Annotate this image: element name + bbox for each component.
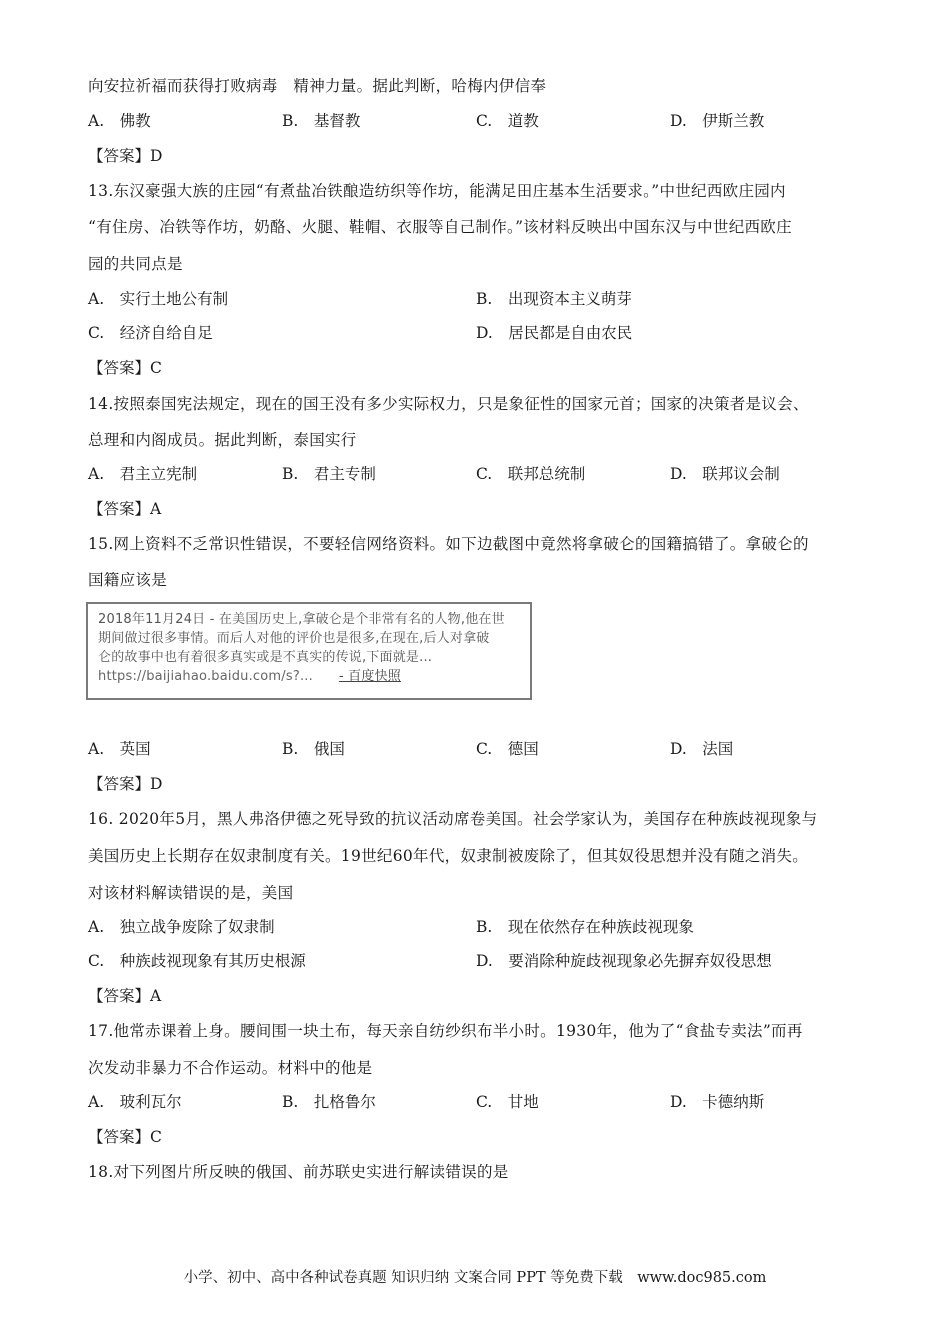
- q12-answer: 【答案】D: [88, 147, 163, 165]
- question-13-line-2: “有住房、冶铁等作坊，奶酪、火腿、鞋帽、衣服等自己制作。”该材料反映出中国东汉与中世纪西欧庄: [88, 218, 792, 236]
- q14-option-d: D. 联邦议会制: [670, 465, 780, 483]
- q16-option-a: A. 独立战争废除了奴隶制: [88, 918, 275, 936]
- screenshot-line-3: 仑的故事中也有着很多真实或是不真实的传说,下面就是...: [98, 650, 433, 665]
- question-13-line-3: 园的共同点是: [88, 255, 183, 273]
- question-14-line-1: 14.按照泰国宪法规定，现在的国王没有多少实际权力，只是象征性的国家元首；国家的决策者是议会、: [88, 395, 809, 413]
- screenshot-url-row: [98, 667, 508, 686]
- q17-option-c: C. 甘地: [476, 1093, 539, 1111]
- question-13-line-1: 13.东汉豪强大族的庄园“有煮盐冶铁酿造纺织等作坊，能满足田庄基本生活要求。”中世纪西欧庄园内: [88, 182, 786, 200]
- question-18-line-1: 18.对下列图片所反映的俄国、前苏联史实进行解读错误的是: [88, 1163, 509, 1181]
- q13-option-c: C. 经济自给自足: [88, 324, 213, 342]
- q17-option-a: A. 玻利瓦尔: [88, 1093, 182, 1111]
- q17-answer: 【答案】C: [88, 1128, 162, 1146]
- q16-option-c: C. 种族歧视现象有其历史根源: [88, 952, 306, 970]
- q17-option-d: D. 卡德纳斯: [670, 1093, 765, 1111]
- q16-option-b: B. 现在依然存在种族歧视现象: [476, 918, 694, 936]
- q15-answer: 【答案】D: [88, 775, 163, 793]
- q14-option-c: C. 联邦总统制: [476, 465, 586, 483]
- q13-answer: 【答案】C: [88, 359, 162, 377]
- question-17-line-2: 次发动非暴力不合作运动。材料中的他是: [88, 1059, 373, 1077]
- screenshot-line-1: 2018年11月24日 - 在美国历史上,拿破仑是个非常有名的人物,他在世: [98, 612, 505, 627]
- question-15-line-2: 国籍应该是: [88, 571, 168, 589]
- q12-option-c: C. 道教: [476, 112, 539, 130]
- q13-option-d: D. 居民都是自由农民: [476, 324, 633, 342]
- question-14-line-2: 总理和内阁成员。据此判断，泰国实行: [88, 431, 357, 449]
- q15-option-b: B. 俄国: [282, 740, 345, 758]
- q14-answer: 【答案】A: [88, 500, 162, 518]
- q15-option-c: C. 德国: [476, 740, 539, 758]
- q12-option-d: D. 伊斯兰教: [670, 112, 765, 130]
- question-16-line-2: 美国历史上长期存在奴隶制度有关。19世纪60年代，奴隶制被废除了，但其奴役思想并没有随之消失。: [88, 847, 809, 865]
- screenshot-line-2: 期间做过很多事情。而后人对他的评价也是很多,在现在,后人对拿破: [98, 631, 490, 646]
- q13-option-b: B. 出现资本主义萌芽: [476, 290, 632, 308]
- q14-option-a: A. 君主立宪制: [88, 465, 198, 483]
- screenshot-url: https://baijiahao.baidu.com/s?...: [98, 669, 313, 684]
- search-result-screenshot: [86, 602, 532, 700]
- question-16-line-1: 16. 2020年5月，黑人弗洛伊德之死导致的抗议活动席卷美国。社会学家认为，美国存在种族歧视现象与: [88, 810, 818, 828]
- q14-option-b: B. 君主专制: [282, 465, 376, 483]
- q16-answer: 【答案】A: [88, 987, 162, 1005]
- screenshot-snapshot-link: - 百度快照: [338, 669, 401, 684]
- question-17-line-1: 17.他常赤课着上身。腰间围一块土布，每天亲自纺纱织布半小时。1930年，他为了“食盐专卖法”而再: [88, 1022, 803, 1040]
- q15-option-d: D. 法国: [670, 740, 734, 758]
- question-15-line-1: 15.网上资料不乏常识性错误，不要轻信网络资料。如下边截图中竟然将拿破仑的国籍搞错了。拿破仑的: [88, 535, 809, 553]
- q16-option-d: D. 要消除种旋歧视现象必先摒弃奴役思想: [476, 952, 772, 970]
- question-12-tail: 向安拉祈福而获得打败病毒 精神力量。据此判断，哈梅内伊信奉: [88, 77, 547, 95]
- q12-option-b: B. 基督教: [282, 112, 361, 130]
- q17-option-b: B. 扎格鲁尔: [282, 1093, 376, 1111]
- question-16-line-3: 对该材料解读错误的是，美国: [88, 884, 294, 902]
- q15-option-a: A. 英国: [88, 740, 151, 758]
- q13-option-a: A. 实行土地公有制: [88, 290, 229, 308]
- page-footer: 小学、初中、高中各种试卷真题 知识归纳 文案合同 PPT 等免费下载 www.doc985.com: [183, 1270, 767, 1286]
- q12-option-a: A. 佛教: [88, 112, 151, 130]
